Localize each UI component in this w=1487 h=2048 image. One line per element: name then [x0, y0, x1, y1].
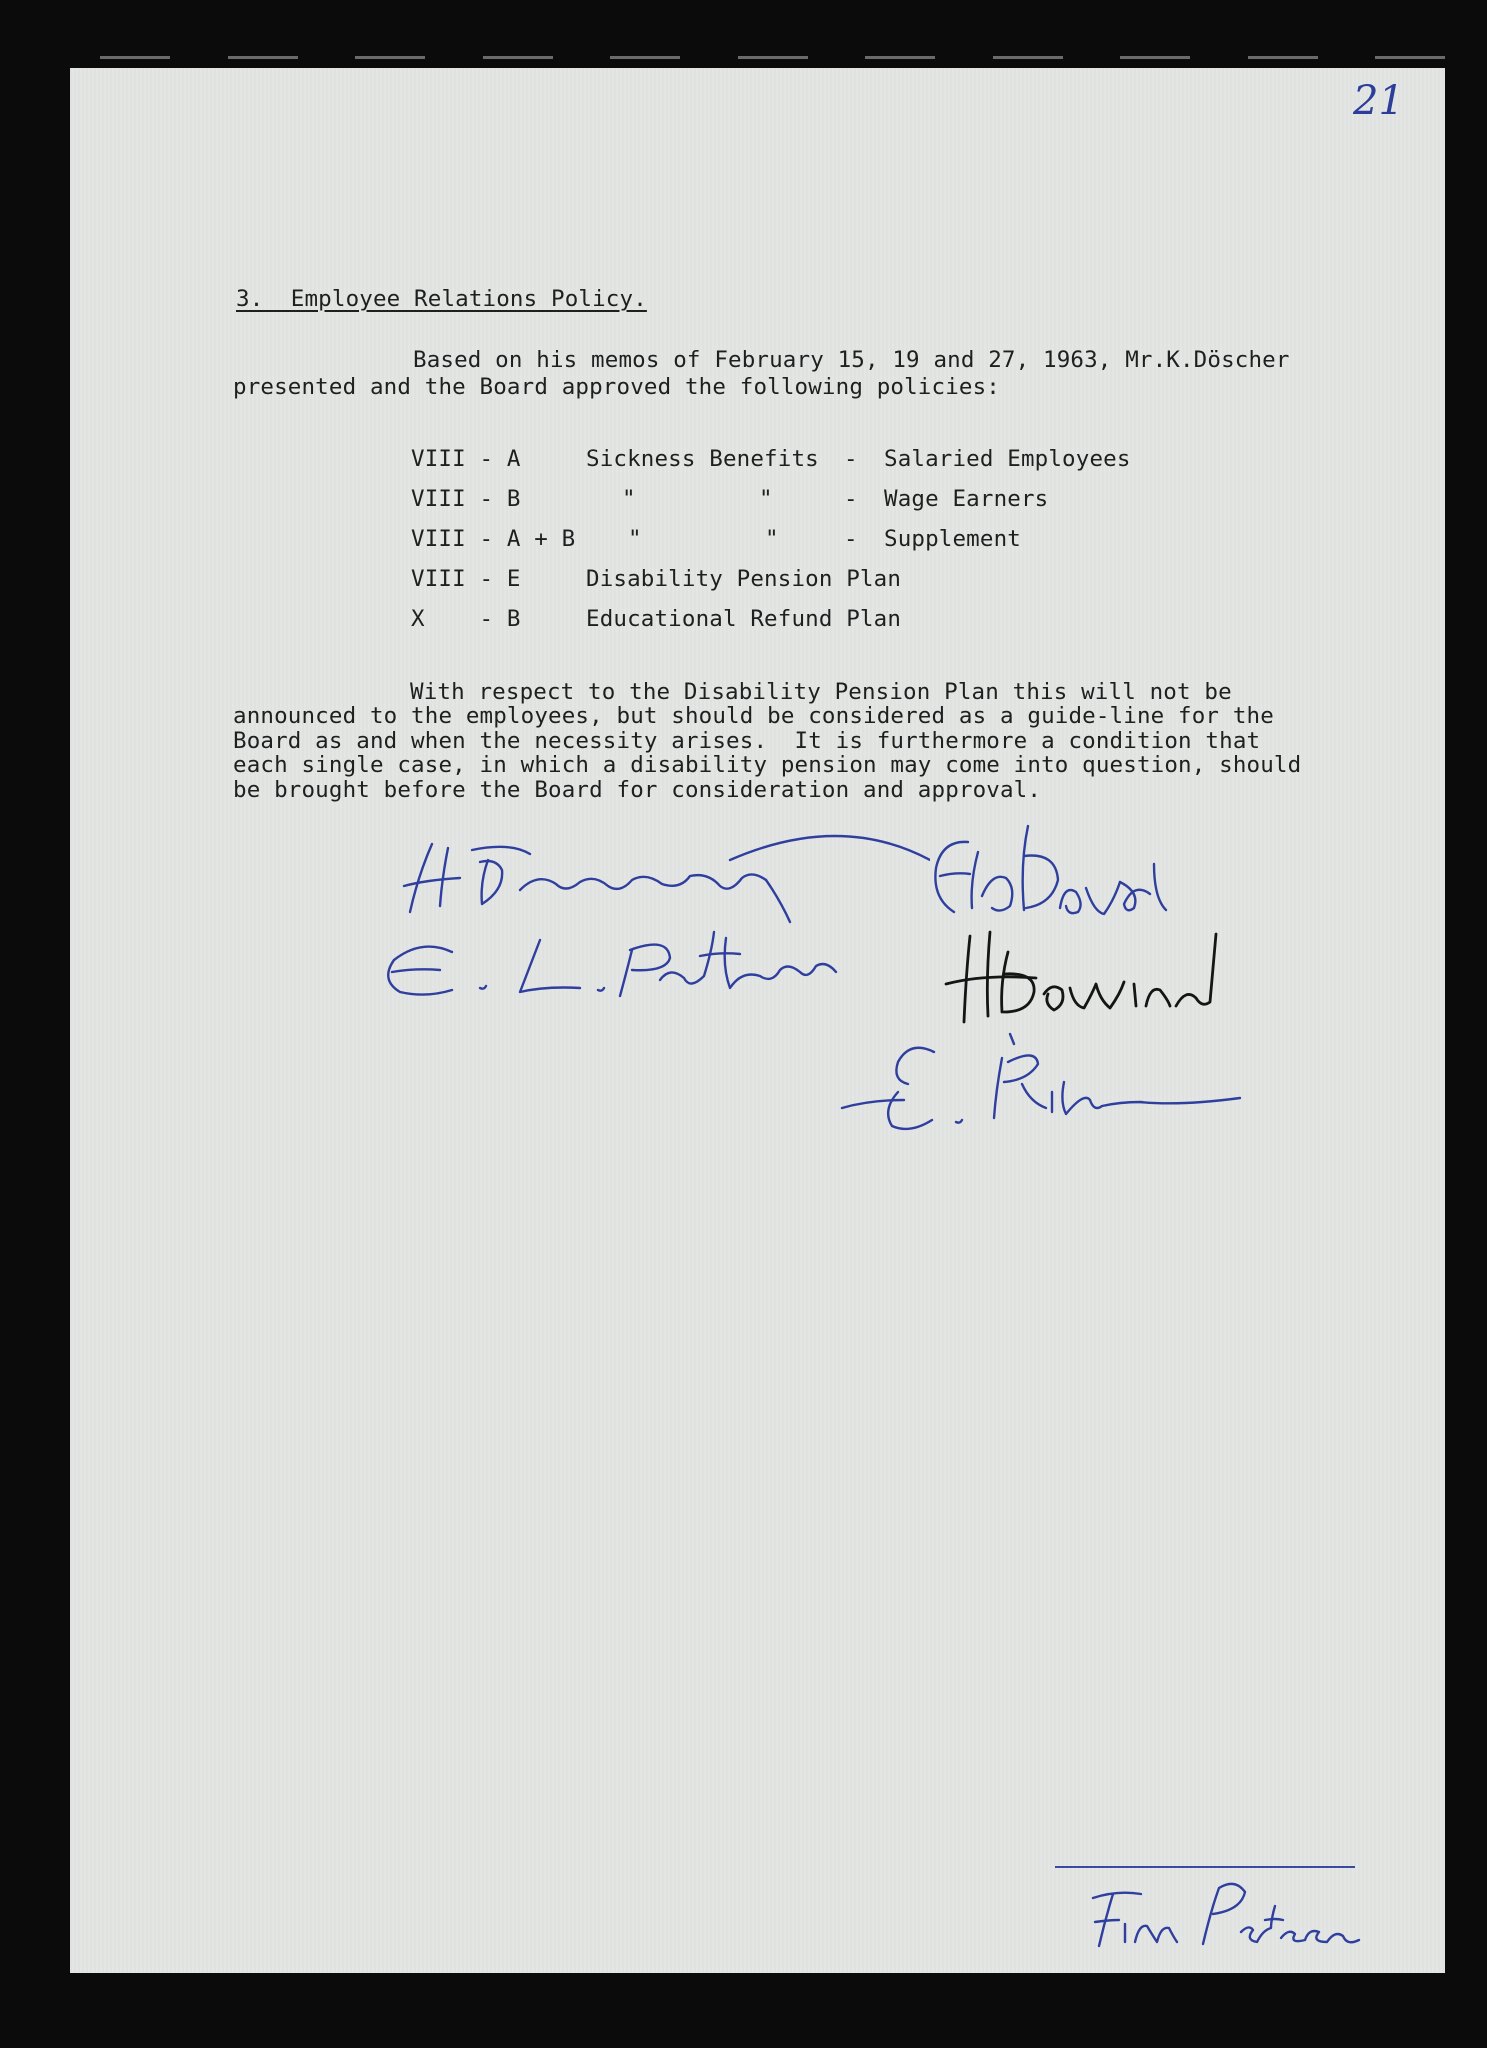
signature-bowin	[940, 918, 1220, 1038]
top-edge-mark	[100, 56, 170, 59]
top-edge-mark	[355, 56, 425, 59]
intro-line: Based on his memos of February 15, 19 and 27, 1963, Mr.K.Döscher	[413, 347, 1290, 373]
policy-code: VIII - E	[411, 566, 521, 592]
policy-title: Sickness Benefits	[586, 446, 819, 472]
signature-eri	[840, 1022, 1260, 1152]
top-edge-mark	[610, 56, 680, 59]
policy-code: X - B	[411, 606, 521, 632]
policy-title: Educational Refund Plan	[586, 606, 902, 632]
top-edge-mark	[993, 56, 1063, 59]
section-heading: 3. Employee Relations Policy.	[236, 286, 647, 312]
top-edge-mark	[1120, 56, 1190, 59]
policy-code: VIII - A + B	[411, 526, 576, 552]
paragraph-line: be brought before the Board for consideration and approval.	[233, 777, 1042, 803]
paragraph-line: Board as and when the necessity arises. It is furthermore a condition that	[233, 728, 1261, 754]
top-edge-mark	[1248, 56, 1318, 59]
policy-scope: Wage Earners	[884, 486, 1049, 512]
intro-line: presented and the Board approved the following policies:	[233, 374, 1000, 400]
signature-finn-petersen	[1085, 1880, 1365, 1960]
top-edge-mark	[1375, 56, 1445, 59]
top-edge-mark	[483, 56, 553, 59]
policy-code: VIII - B	[411, 486, 521, 512]
signature-galloway-patton	[370, 820, 930, 1020]
top-edge-mark	[738, 56, 808, 59]
signature-line	[1055, 1866, 1355, 1868]
policy-scope: Salaried Employees	[884, 446, 1131, 472]
policy-dash: -	[844, 486, 858, 512]
top-edge-mark	[865, 56, 935, 59]
policy-dash: -	[844, 526, 858, 552]
paragraph-line: With respect to the Disability Pension Plan this will not be	[410, 679, 1232, 705]
policy-code: VIII - A	[411, 446, 521, 472]
paragraph-line: each single case, in which a disability pension may come into question, should	[233, 752, 1302, 778]
policy-scope: Supplement	[884, 526, 1021, 552]
policy-title: " "	[628, 526, 779, 552]
policy-dash: -	[844, 446, 858, 472]
policy-title: Disability Pension Plan	[586, 566, 902, 592]
policy-title: " "	[622, 486, 773, 512]
page-number: 21	[1353, 78, 1404, 124]
top-edge-mark	[228, 56, 298, 59]
paragraph-line: announced to the employees, but should be considered as a guide-line for the	[233, 703, 1274, 729]
